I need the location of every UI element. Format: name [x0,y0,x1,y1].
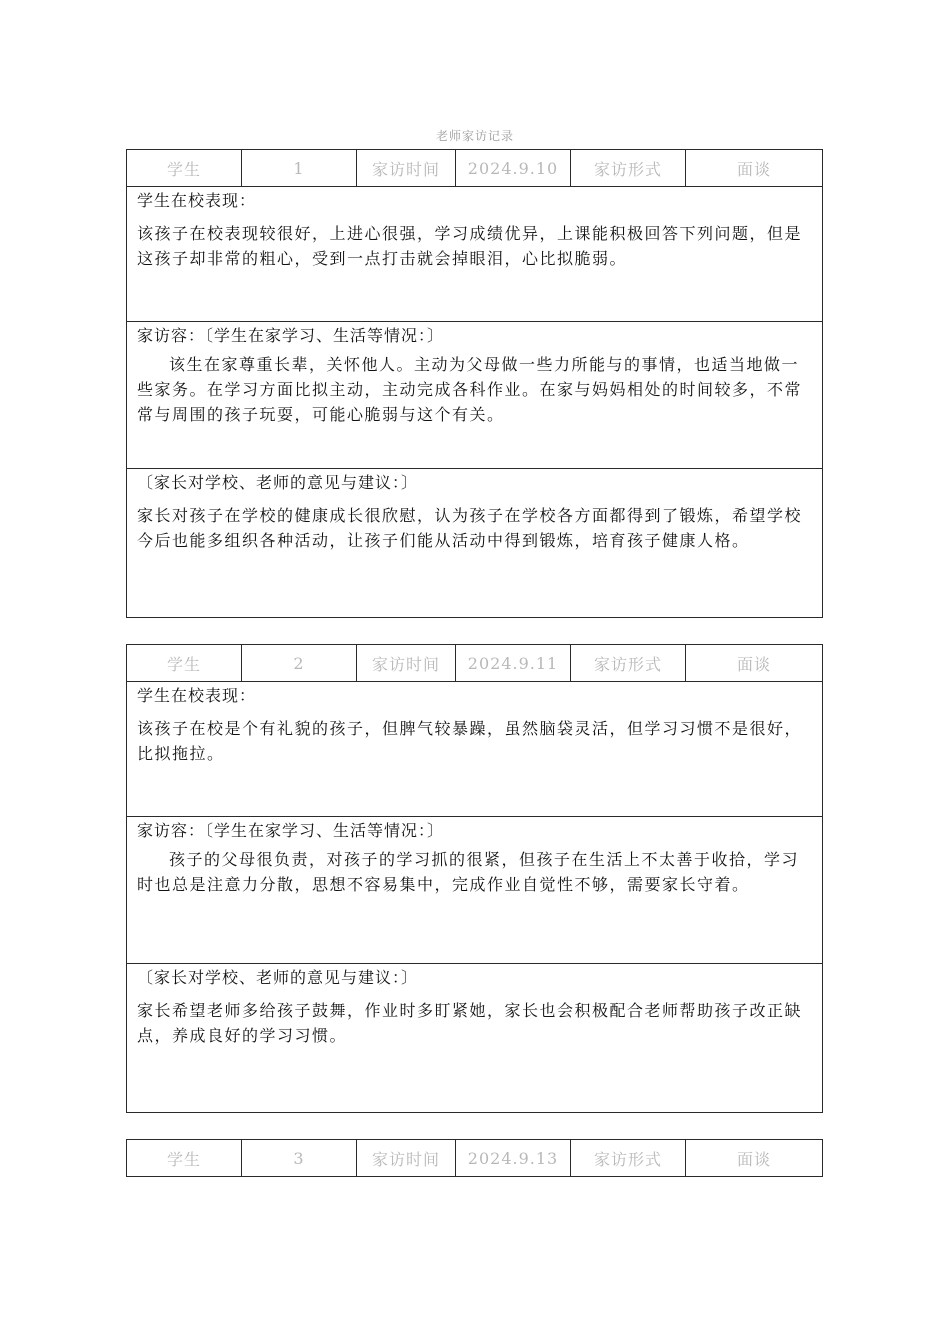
school-performance-label: 学生在校表现： [137,686,257,705]
student-label: 学生 [127,1140,242,1176]
visit-date: 2024.9.10 [456,150,571,186]
student-label: 学生 [127,150,242,186]
home-situation-section [127,816,822,963]
parent-advice-section [127,468,822,617]
school-performance-section [127,186,822,321]
visit-record-3 [126,1139,823,1177]
home-situation-text: 该生在家尊重长辈，关怀他人。主动为父母做一些力所能与的事情，也适当地做一些家务。在学习方面比拟主动，主动完成各科作业。在家与妈妈相处的时间较多，不常常与周围的孩子玩耍，可能心脆弱与这个有关。 [137,355,803,424]
parent-advice-label: 〔家长对学校、老师的意见与建议：〕 [137,968,419,987]
home-situation-section [127,321,822,468]
parent-advice-text: 家长对孩子在学校的健康成长很欣慰，认为孩子在学校各方面都得到了锻炼，希望学校今后也能多组织各种活动，让孩子们能从活动中得到锻炼，培育孩子健康人格。 [137,506,803,550]
student-number: 1 [242,150,357,186]
visit-date: 2024.9.13 [456,1140,571,1176]
school-performance-label: 学生在校表现： [137,191,257,210]
home-situation-label: 家访容：〔学生在家学习、生活等情况：〕 [137,326,445,345]
student-label: 学生 [127,645,242,681]
visit-date: 2024.9.11 [456,645,571,681]
record-header-row [127,150,822,186]
student-number: 2 [242,645,357,681]
school-performance-section [127,681,822,816]
visit-time-label: 家访时间 [357,1140,456,1176]
visit-form-value: 面谈 [736,654,771,674]
visit-time-label: 家访时间 [357,150,456,186]
parent-advice-section [127,963,822,1112]
document-title: 老师家访记录 [435,129,514,143]
visit-time-label: 家访时间 [357,645,456,681]
visit-form-label: 家访形式 [571,150,686,186]
record-header-row [127,645,822,681]
visit-form-value: 面谈 [736,1149,771,1169]
school-performance-text: 该孩子在校表现较很好，上进心很强，学习成绩优异，上课能积极回答下列问题，但是这孩子却非常的粗心，受到一点打击就会掉眼泪，心比拟脆弱。 [137,224,803,268]
parent-advice-label: 〔家长对学校、老师的意见与建议：〕 [137,473,419,492]
visit-form-label: 家访形式 [571,1140,686,1176]
home-situation-text: 孩子的父母很负责，对孩子的学习抓的很紧，但孩子在生活上不太善于收拾，学习时也总是注意力分散，思想不容易集中，完成作业自觉性不够，需要家长守着。 [137,850,800,894]
visit-record-1 [126,149,823,618]
school-performance-text: 该孩子在校是个有礼貌的孩子，但脾气较暴躁，虽然脑袋灵活，但学习习惯不是很好，比拟拖拉。 [137,719,803,763]
student-number: 3 [242,1140,357,1176]
record-header-row [127,1140,822,1176]
home-situation-label: 家访容：〔学生在家学习、生活等情况：〕 [137,821,445,840]
visit-form-value: 面谈 [736,159,771,179]
parent-advice-text: 家长希望老师多给孩子鼓舞，作业时多盯紧她，家长也会积极配合老师帮助孩子改正缺点，养成良好的学习习惯。 [137,1001,803,1045]
visit-form-label: 家访形式 [571,645,686,681]
visit-record-2 [126,644,823,1113]
